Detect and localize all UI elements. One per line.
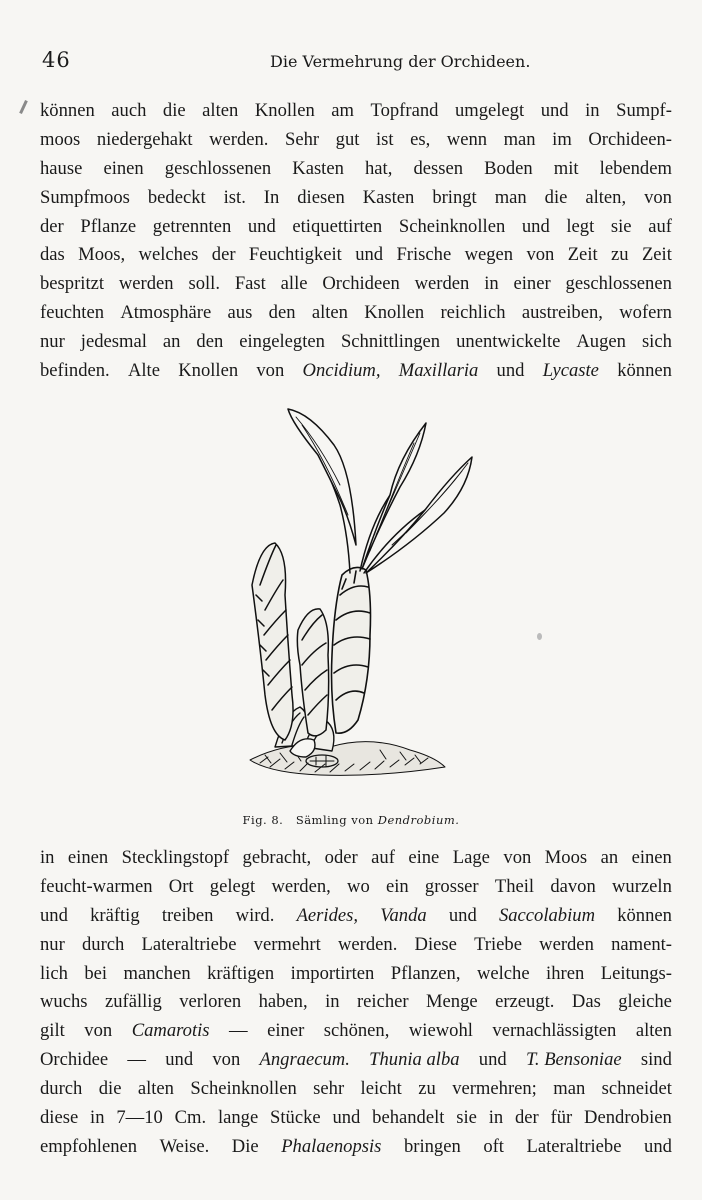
word: der <box>211 244 236 266</box>
word: werden <box>539 933 594 955</box>
caption-species: Dendrobium. <box>377 813 460 827</box>
word: bedeckt <box>147 186 206 208</box>
word: gut <box>335 128 360 150</box>
word: schneidet <box>601 1078 672 1100</box>
word: Schnittlingen <box>340 331 441 353</box>
text-line <box>40 299 672 328</box>
text-line <box>40 126 672 155</box>
word: erzeugt. <box>495 991 555 1013</box>
leaves <box>288 409 472 573</box>
word: bespritzt <box>40 273 105 295</box>
text-line <box>40 155 672 184</box>
word: Sumpf- <box>616 100 672 121</box>
caption-text: Sämling von <box>295 813 374 827</box>
word: aus <box>227 302 253 324</box>
word: am <box>331 100 354 121</box>
word: sie <box>610 215 632 237</box>
word: Dendrobien <box>584 1107 672 1129</box>
word: ist <box>375 128 394 150</box>
word: Triebe <box>474 933 522 955</box>
word: Topfrand <box>370 100 439 121</box>
word: moos <box>40 128 81 150</box>
word: Pflanzen, <box>390 962 461 984</box>
text-line <box>40 357 672 386</box>
word: im <box>552 128 572 150</box>
word: vermehren; <box>452 1078 537 1100</box>
word: — <box>229 1020 248 1042</box>
word: Orchideen <box>322 273 400 295</box>
text-line <box>40 241 672 270</box>
word: werden <box>414 273 470 295</box>
word: Stücke <box>270 1107 321 1129</box>
word: geschlossenen <box>164 157 272 179</box>
word: werden, <box>271 875 331 897</box>
text-line <box>40 1017 672 1046</box>
margin-mark <box>19 100 28 114</box>
word: werden. <box>209 128 269 150</box>
word: zu <box>611 244 629 266</box>
word: Moos <box>544 847 588 868</box>
dendrobium-seedling-illustration <box>230 395 490 790</box>
word: mit <box>553 157 579 179</box>
word: niedergehakt <box>96 128 193 150</box>
word: Lateraltriebe <box>141 933 237 955</box>
word: feuchten <box>40 302 105 324</box>
word: alle <box>280 273 308 295</box>
word: einen <box>103 157 144 179</box>
word: Das <box>571 991 601 1013</box>
word: Kasten <box>362 186 415 208</box>
word: empfohlenen <box>40 1135 138 1157</box>
word: wofern <box>619 302 672 324</box>
word: In <box>263 186 280 208</box>
word: können <box>617 904 672 926</box>
word: in <box>585 100 600 121</box>
word: Knollen <box>178 360 239 382</box>
word: Scheinknollen <box>398 215 506 237</box>
word: es, <box>410 128 431 150</box>
word: zu <box>418 1078 436 1100</box>
word: können <box>617 360 672 382</box>
word: Kasten <box>292 157 344 179</box>
word: sind <box>640 1049 672 1071</box>
text-line <box>40 328 672 357</box>
word: sie <box>456 1107 477 1129</box>
word: Augen <box>576 331 626 353</box>
word: kräftigen <box>207 962 275 984</box>
word: treiben <box>161 904 214 926</box>
word: nur <box>40 331 65 353</box>
word: etiquettirten <box>292 215 383 237</box>
word: Scheinknollen <box>190 1078 297 1100</box>
word: wenn <box>446 128 488 150</box>
word: eine <box>408 847 440 868</box>
word: Knollen <box>364 302 425 324</box>
text-line <box>40 184 672 213</box>
word: Theil <box>494 875 535 897</box>
word: Leitungs- <box>600 962 672 984</box>
word: umgelegt <box>454 100 525 121</box>
text-line <box>40 902 672 931</box>
word: legt <box>566 215 595 237</box>
word: wiewohl <box>408 1020 473 1042</box>
word: Diese <box>414 933 457 955</box>
word: einer <box>513 273 551 295</box>
word: durch <box>81 933 125 955</box>
word: und <box>644 1135 672 1157</box>
word: feucht-warmen <box>40 875 153 897</box>
word: wuchs <box>40 991 88 1013</box>
word: lich <box>40 962 68 984</box>
word: und <box>332 1107 361 1129</box>
word: alten <box>635 1020 672 1042</box>
figure-caption <box>0 813 702 827</box>
word: Zeit <box>567 244 598 266</box>
word: Boden <box>484 157 533 179</box>
word: wurzeln <box>611 875 672 897</box>
word: schönen, <box>323 1020 390 1042</box>
word: das <box>40 244 65 266</box>
word: alten <box>311 302 348 324</box>
word: Frische <box>396 244 452 266</box>
word: in <box>40 847 55 868</box>
word: nur <box>40 933 65 955</box>
text-line <box>40 1104 672 1133</box>
word: in <box>325 991 340 1013</box>
word: ist. <box>223 186 246 208</box>
word: lange <box>217 1107 259 1129</box>
word: die <box>162 100 186 121</box>
word: wegen <box>464 244 514 266</box>
word: bringen <box>403 1135 461 1157</box>
word: Menge <box>426 991 478 1013</box>
word: der <box>514 1107 539 1129</box>
word: wird. <box>235 904 275 926</box>
word: gebracht, <box>242 847 312 868</box>
page-number: 46 <box>42 48 71 72</box>
word: und <box>165 1049 194 1071</box>
word: welche <box>476 962 530 984</box>
word: nament- <box>611 933 672 955</box>
italic-word: T. Bensoniae <box>525 1049 622 1071</box>
word: Knollen <box>254 100 315 121</box>
word: Moos, <box>78 244 126 266</box>
word: man <box>494 186 527 208</box>
paper-speck <box>537 633 542 640</box>
word: auf <box>648 215 672 237</box>
word: befinden. <box>40 360 110 382</box>
word: Feuchtigkeit <box>248 244 342 266</box>
word: verloren <box>179 991 242 1013</box>
word: hause <box>40 157 83 179</box>
text-line <box>40 844 672 873</box>
word: und <box>478 1049 507 1071</box>
word: importirten <box>290 962 375 984</box>
word: soll. <box>188 273 220 295</box>
italic-word: Thunia alba <box>369 1049 460 1071</box>
word: bringt <box>432 186 477 208</box>
word: welches <box>138 244 199 266</box>
word: reicher <box>356 991 409 1013</box>
word: gleiche <box>618 991 672 1013</box>
word: und <box>355 244 384 266</box>
word: und <box>540 100 569 121</box>
word: Die <box>231 1135 259 1157</box>
word: in <box>488 1107 504 1129</box>
word: in <box>90 1107 105 1129</box>
text-line <box>40 873 672 902</box>
word: austreiben, <box>521 302 603 324</box>
word: diesen <box>297 186 345 208</box>
word: Cm. <box>174 1107 207 1129</box>
word: Pflanze <box>80 215 137 237</box>
word: an <box>600 847 619 868</box>
word: sehr <box>313 1078 345 1100</box>
word: und <box>247 215 276 237</box>
word: man <box>503 128 536 150</box>
word: zufällig <box>104 991 162 1013</box>
word: Weise. <box>159 1135 210 1157</box>
word: von <box>84 1020 113 1042</box>
word: 7—10 <box>116 1107 163 1129</box>
word: bei <box>84 962 108 984</box>
word: einen <box>631 847 672 868</box>
word: alten <box>202 100 239 121</box>
italic-word: Vanda <box>380 904 427 926</box>
word: alten <box>137 1078 174 1100</box>
word: Alte <box>127 360 160 382</box>
word: Zeit <box>641 244 672 266</box>
word: und <box>521 215 550 237</box>
italic-word: Camarotis <box>131 1020 210 1042</box>
word: und <box>448 904 477 926</box>
word: von <box>212 1049 241 1071</box>
text-line <box>40 213 672 242</box>
word: jedesmal <box>80 331 147 353</box>
word: Ort <box>168 875 194 897</box>
text-line <box>40 1133 672 1162</box>
running-title: Die Vermehrung der Orchideen. <box>270 52 531 71</box>
page-header <box>38 48 672 78</box>
word: manchen <box>123 962 191 984</box>
word: oder <box>324 847 358 868</box>
word: Sehr <box>285 128 320 150</box>
word: einen <box>67 847 109 868</box>
italic-word: Maxillaria <box>398 360 479 382</box>
word: unentwickelte <box>456 331 561 353</box>
word: oft <box>483 1135 504 1157</box>
word: und <box>40 904 68 926</box>
text-line <box>40 270 672 299</box>
word: und <box>496 360 525 382</box>
word: auch <box>111 100 147 121</box>
word: vernachlässigten <box>492 1020 617 1042</box>
word: getrennten <box>152 215 232 237</box>
text-line <box>40 931 672 960</box>
word: auf <box>371 847 395 868</box>
word: Sumpfmoos <box>40 186 130 208</box>
word: durch <box>40 1078 83 1100</box>
word: man <box>553 1078 586 1100</box>
word: an <box>162 331 181 353</box>
word: kräftig <box>90 904 140 926</box>
word: gelegt <box>209 875 256 897</box>
left-pseudobulb <box>252 543 293 740</box>
word: davon <box>550 875 596 897</box>
word: — <box>127 1049 146 1071</box>
word: leicht <box>360 1078 402 1100</box>
word: Lage <box>452 847 490 868</box>
word: von <box>644 186 672 208</box>
word: in <box>484 273 499 295</box>
paragraph-bottom <box>40 844 672 1162</box>
word: können <box>40 100 95 121</box>
word: vermehrt <box>253 933 321 955</box>
word: die <box>544 186 568 208</box>
paragraph-top <box>40 97 672 386</box>
word: von <box>526 244 555 266</box>
right-pseudobulb <box>332 567 371 733</box>
word: einer <box>267 1020 305 1042</box>
word: behandelt <box>372 1107 445 1129</box>
word: grosser <box>424 875 479 897</box>
word: die <box>98 1078 122 1100</box>
word: Orchidee <box>40 1049 109 1071</box>
word: werden. <box>337 933 398 955</box>
italic-word: Lycaste <box>542 360 599 382</box>
italic-word: Angraecum. <box>259 1049 350 1071</box>
word: dessen <box>413 157 464 179</box>
text-line <box>40 1075 672 1104</box>
word: gilt <box>40 1020 65 1042</box>
word: von <box>256 360 285 382</box>
word: geschlossenen <box>565 273 672 295</box>
word: ihren <box>546 962 585 984</box>
word: alten, <box>585 186 627 208</box>
word: Atmosphäre <box>120 302 212 324</box>
text-line <box>40 960 672 989</box>
word: Orchideen- <box>588 128 672 150</box>
text-line <box>40 97 672 126</box>
word: haben, <box>258 991 308 1013</box>
italic-word: Oncidium, <box>302 360 381 382</box>
word: für <box>550 1107 573 1129</box>
word: den <box>268 302 296 324</box>
italic-word: Saccolabium <box>498 904 595 926</box>
word: den <box>196 331 224 353</box>
word: sich <box>641 331 672 353</box>
word: Stecklingstopf <box>121 847 230 868</box>
word: lebendem <box>599 157 672 179</box>
word: diese <box>40 1107 79 1129</box>
word: Lateraltriebe <box>526 1135 622 1157</box>
caption-prefix: Fig. 8. <box>242 813 284 827</box>
word: der <box>40 215 64 237</box>
word: wo <box>347 875 370 897</box>
text-line <box>40 1046 672 1075</box>
word: von <box>503 847 532 868</box>
word: Fast <box>234 273 266 295</box>
text-line <box>40 988 672 1017</box>
word: eingelegten <box>239 331 325 353</box>
word: ein <box>385 875 409 897</box>
italic-word: Aerides, <box>296 904 359 926</box>
word: hat, <box>365 157 393 179</box>
word: reichlich <box>440 302 506 324</box>
italic-word: Phalaenopsis <box>281 1135 382 1157</box>
word: werden <box>118 273 174 295</box>
